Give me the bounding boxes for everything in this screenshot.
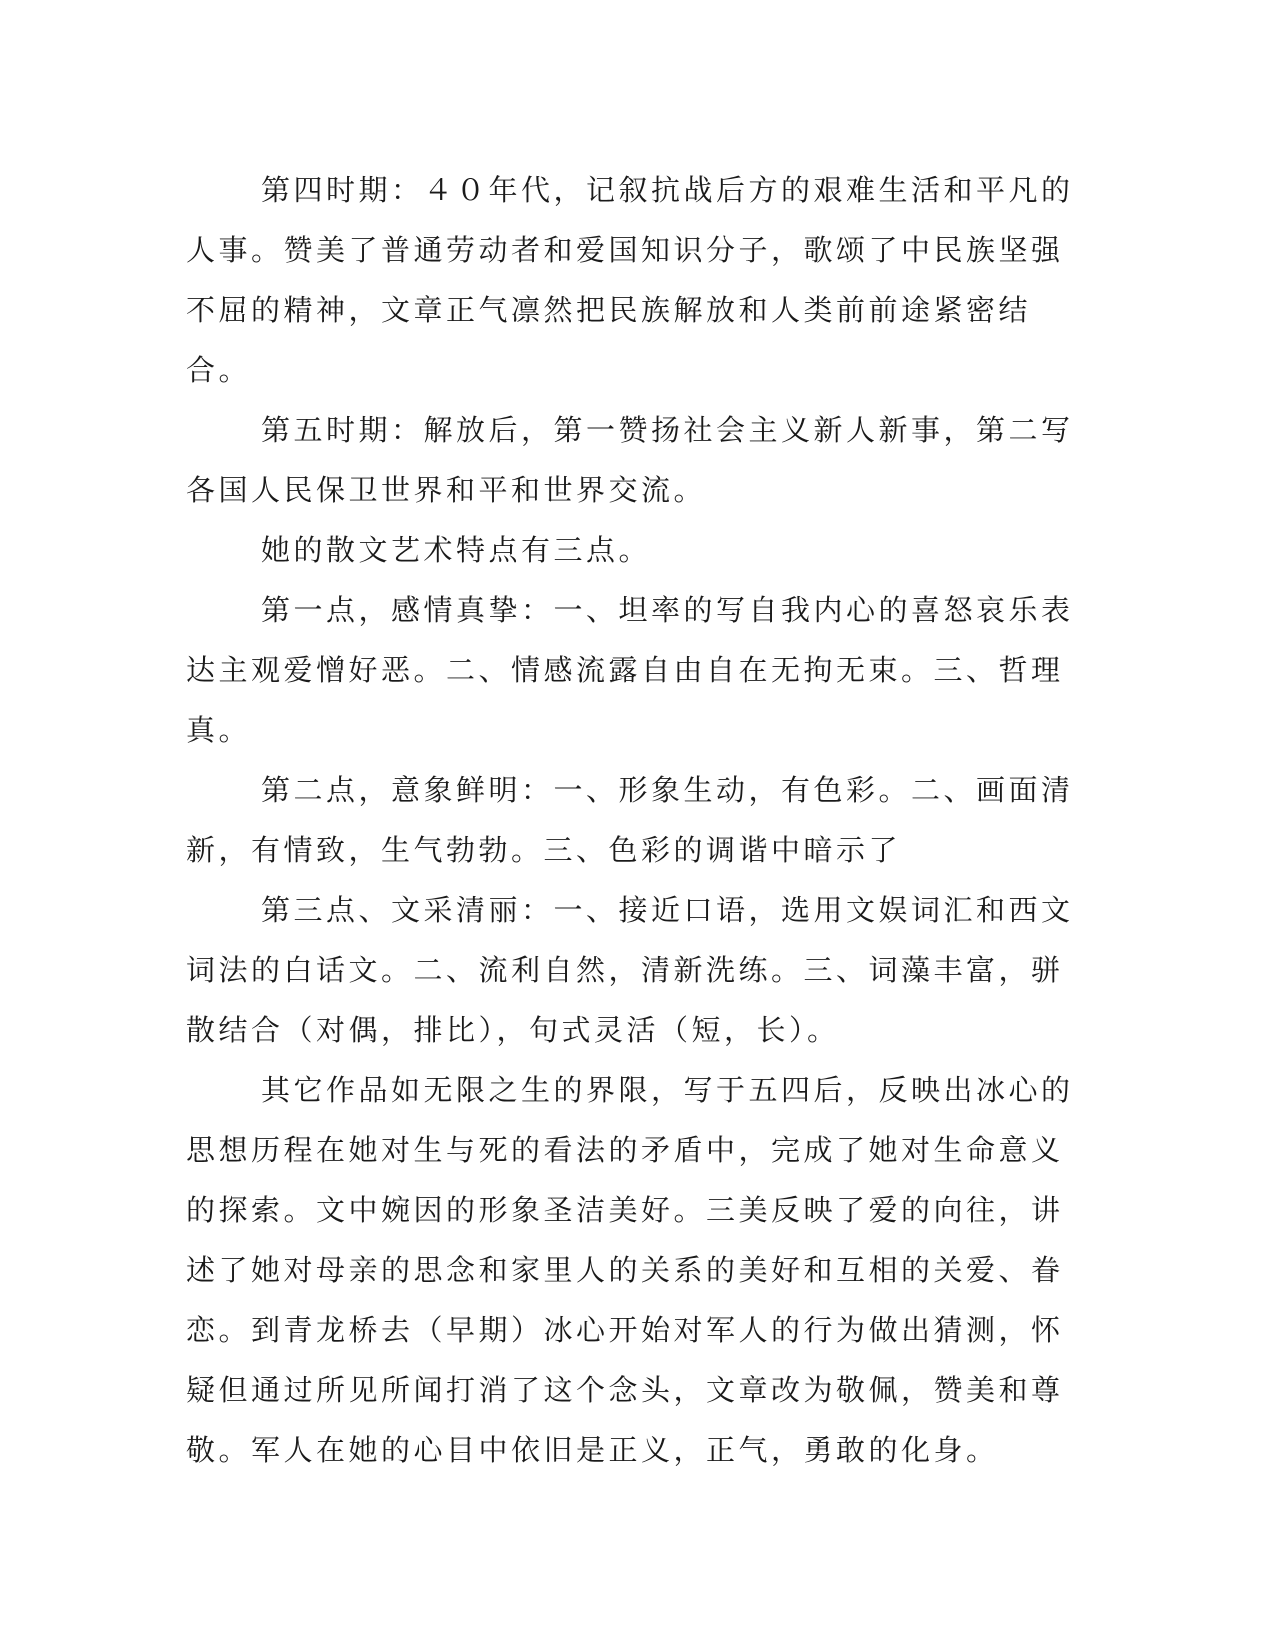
paragraph-fifth-period: 第五时期：解放后，第一赞扬社会主义新人新事，第二写各国人民保卫世界和平和世界交流。 bbox=[186, 413, 1074, 507]
paragraph-point-three: 第三点、文采清丽：一、接近口语，选用文娱词汇和西文词法的白话文。二、流利自然，清新洗练。三、词藻丰富，骈散结合（对偶，排比），句式灵活（短，长）。 bbox=[186, 893, 1074, 1047]
paragraph-fourth-period: 第四时期：４０年代，记叙抗战后方的艰难生活和平凡的人事。赞美了普通劳动者和爱国知识分子，歌颂了中民族坚强不屈的精神，文章正气凛然把民族解放和人类前前途紧密结合。 bbox=[186, 173, 1074, 387]
paragraph-point-one: 第一点，感情真挚：一、坦率的写自我内心的喜怒哀乐表达主观爱憎好恶。二、情感流露自由自在无拘无束。三、哲理真。 bbox=[186, 593, 1074, 747]
document-body bbox=[186, 160, 1076, 1480]
paragraph-point-two: 第二点，意象鲜明：一、形象生动，有色彩。二、画面清新，有情致，生气勃勃。三、色彩的调谐中暗示了 bbox=[186, 773, 1074, 867]
paragraph-other-works: 其它作品如无限之生的界限，写于五四后，反映出冰心的思想历程在她对生与死的看法的矛盾中，完成了她对生命意义的探索。文中婉因的形象圣洁美好。三美反映了爱的向往，讲述了她对母亲的思念和家里人的关系的美好和互相的关爱、眷恋。到青龙桥去（早期）冰心开始对军人的行为做出猜测，怀疑但通过所见所闻打消了这个念头，文章改为敬佩，赞美和尊敬。军人在她的心目中依旧是正义，正气，勇敢的化身。 bbox=[186, 1073, 1074, 1467]
paragraph-art-features-intro: 她的散文艺术特点有三点。 bbox=[261, 533, 652, 567]
